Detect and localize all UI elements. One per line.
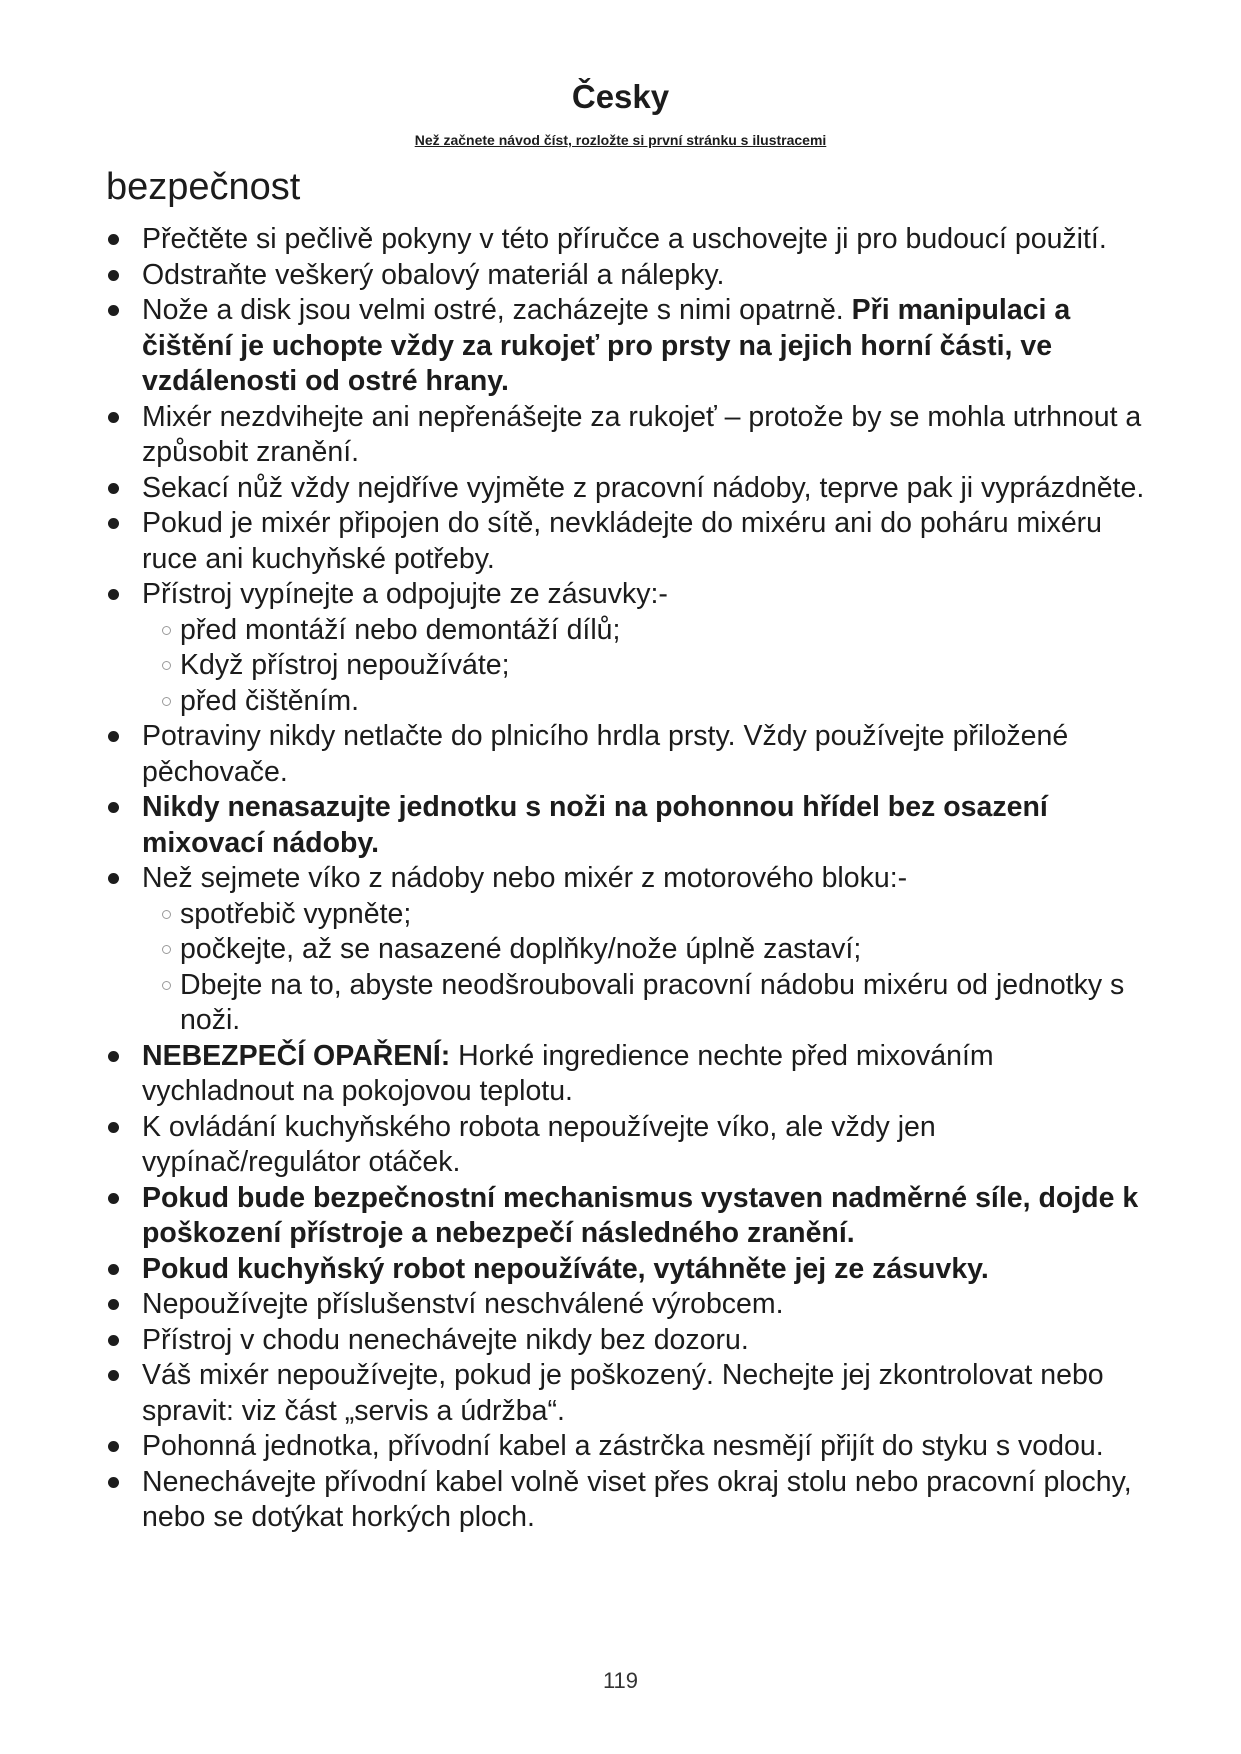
item-text: Nenechávejte přívodní kabel volně viset přes okraj stolu nebo pracovní plochy, nebo se dotýkat horkých ploch. (142, 1465, 1132, 1533)
item-bold-text: Nikdy nenasazujte jednotku s noži na pohonnou hřídel bez osazení mixovací nádoby. (142, 791, 1048, 859)
sub-item-text: Když přístroj nepoužíváte; (180, 649, 510, 681)
bullet-icon (108, 1335, 119, 1346)
circle-bullet-icon (162, 661, 171, 670)
safety-item (106, 1287, 1146, 1323)
safety-item (106, 719, 1146, 790)
item-text: Nepoužívejte příslušenství neschválené výrobcem. (142, 1288, 784, 1320)
sub-item-text: Dbejte na to, abyste neodšroubovali pracovní nádobu mixéru od jednotky s noži. (180, 968, 1125, 1036)
safety-item (106, 1358, 1146, 1429)
safety-item (106, 1465, 1146, 1536)
safety-item (106, 861, 1146, 1039)
safety-item (106, 222, 1146, 258)
safety-item (106, 1252, 1146, 1288)
sub-item-text: před montáží nebo demontáží dílů; (180, 613, 621, 646)
item-text: Přístroj v chodu nenechávejte nikdy bez dozoru. (142, 1323, 749, 1356)
bullet-icon (108, 483, 119, 494)
section-heading: bezpečnost (106, 166, 301, 208)
bullet-icon (108, 802, 119, 813)
circle-bullet-icon (162, 945, 171, 954)
bullet-icon (108, 1193, 119, 1204)
item-text: Pohonná jednotka, přívodní kabel a zástrčka nesmějí přijít do styku s vodou. (142, 1430, 1104, 1462)
item-text: Váš mixér nepoužívejte, pokud je poškozený. Nechejte jej zkontrolovat nebo spravit: viz část „servis a údržba“. (142, 1359, 1104, 1427)
bullet-icon (108, 1441, 119, 1452)
bullet-icon (108, 412, 119, 423)
sub-item-text: před čištěním. (180, 684, 359, 717)
page-language-title: Česky (571, 78, 670, 115)
item-text: Mixér nezdvihejte ani nepřenášejte za rukojeť – protože by se mohla utrhnout a způsobit zranění. (142, 400, 1142, 468)
illustration-note (0, 132, 1241, 148)
sub-item (162, 613, 1146, 649)
circle-bullet-icon (162, 697, 171, 706)
bullet-icon (108, 1122, 119, 1133)
sub-list (142, 897, 1146, 1039)
safety-item (106, 1110, 1146, 1181)
item-text: Pokud je mixér připojen do sítě, nevkládejte do mixéru ani do poháru mixéru ruce ani kuchyňské potřeby. (142, 507, 1103, 575)
item-text: Než sejmete víko z nádoby nebo mixér z motorového bloku:- (142, 862, 908, 894)
safety-item (106, 471, 1146, 507)
safety-item (106, 1181, 1146, 1252)
item-text: Odstraňte veškerý obalový materiál a nálepky. (142, 258, 725, 291)
item-text: K ovládání kuchyňského robota nepoužívejte víko, ale vždy jen vypínač/regulátor otáček. (142, 1110, 936, 1178)
bullet-icon (108, 305, 119, 316)
safety-item (106, 1039, 1146, 1110)
safety-item (106, 293, 1146, 400)
circle-bullet-icon (162, 626, 171, 635)
bullet-icon (108, 731, 119, 742)
item-bold-text: Při manipulaci a čištění je uchopte vždy za rukojeť pro prsty na jejich horní části, ve vzdálenosti od ostré hrany. (142, 294, 1071, 397)
sub-item-text: počkejte, až se nasazené doplňky/nože úplně zastaví; (180, 933, 862, 965)
sub-list (142, 613, 1146, 720)
item-bold-text: Pokud kuchyňský robot nepoužíváte, vytáhněte jej ze zásuvky. (142, 1252, 989, 1285)
circle-bullet-icon (162, 981, 171, 990)
bullet-icon (108, 589, 119, 600)
bullet-icon (108, 270, 119, 281)
bullet-icon (108, 234, 119, 245)
sub-item (162, 648, 1146, 684)
sub-item (162, 932, 1146, 968)
sub-item (162, 968, 1146, 1039)
item-text: Přístroj vypínejte a odpojujte ze zásuvky:- (142, 578, 668, 610)
item-text: Přečtěte si pečlivě pokyny v této příručce a uschovejte ji pro budoucí použití. (142, 223, 1107, 255)
item-bold-lead: NEBEZPEČÍ OPAŘENÍ: (142, 1039, 451, 1072)
safety-item (106, 577, 1146, 719)
item-bold-text: Pokud bude bezpečnostní mechanismus vystaven nadměrné síle, dojde k poškození přístroje a nebezpečí následného zranění. (142, 1181, 1139, 1249)
circle-bullet-icon (162, 910, 171, 919)
bullet-icon (108, 518, 119, 529)
item-text: Potraviny nikdy netlačte do plnicího hrdla prsty. Vždy používejte přiložené pěchovače. (142, 720, 1069, 788)
bullet-icon (108, 1299, 119, 1310)
safety-item (106, 400, 1146, 471)
safety-item (106, 258, 1146, 294)
safety-list (106, 222, 1146, 1536)
safety-item (106, 506, 1146, 577)
bullet-icon (108, 1264, 119, 1275)
page-number: 119 (602, 1668, 639, 1693)
illustration-note-text: Než začnete návod číst, rozložte si první stránku s ilustracemi (414, 132, 827, 148)
bullet-icon (108, 1477, 119, 1488)
safety-item (106, 790, 1146, 861)
item-text: Horké ingredience nechte před mixováním vychladnout na pokojovou teplotu. (142, 1039, 994, 1107)
safety-item (106, 1429, 1146, 1465)
item-text: Sekací nůž vždy nejdříve vyjměte z pracovní nádoby, teprve pak ji vyprázdněte. (142, 471, 1145, 504)
bullet-icon (108, 1370, 119, 1381)
sub-item (162, 684, 1146, 720)
item-text: Nože a disk jsou velmi ostré, zacházejte s nimi opatrně. (142, 294, 852, 326)
bullet-icon (108, 873, 119, 884)
sub-item (162, 897, 1146, 933)
safety-item (106, 1323, 1146, 1359)
sub-item-text: spotřebič vypněte; (180, 897, 412, 930)
bullet-icon (108, 1051, 119, 1062)
